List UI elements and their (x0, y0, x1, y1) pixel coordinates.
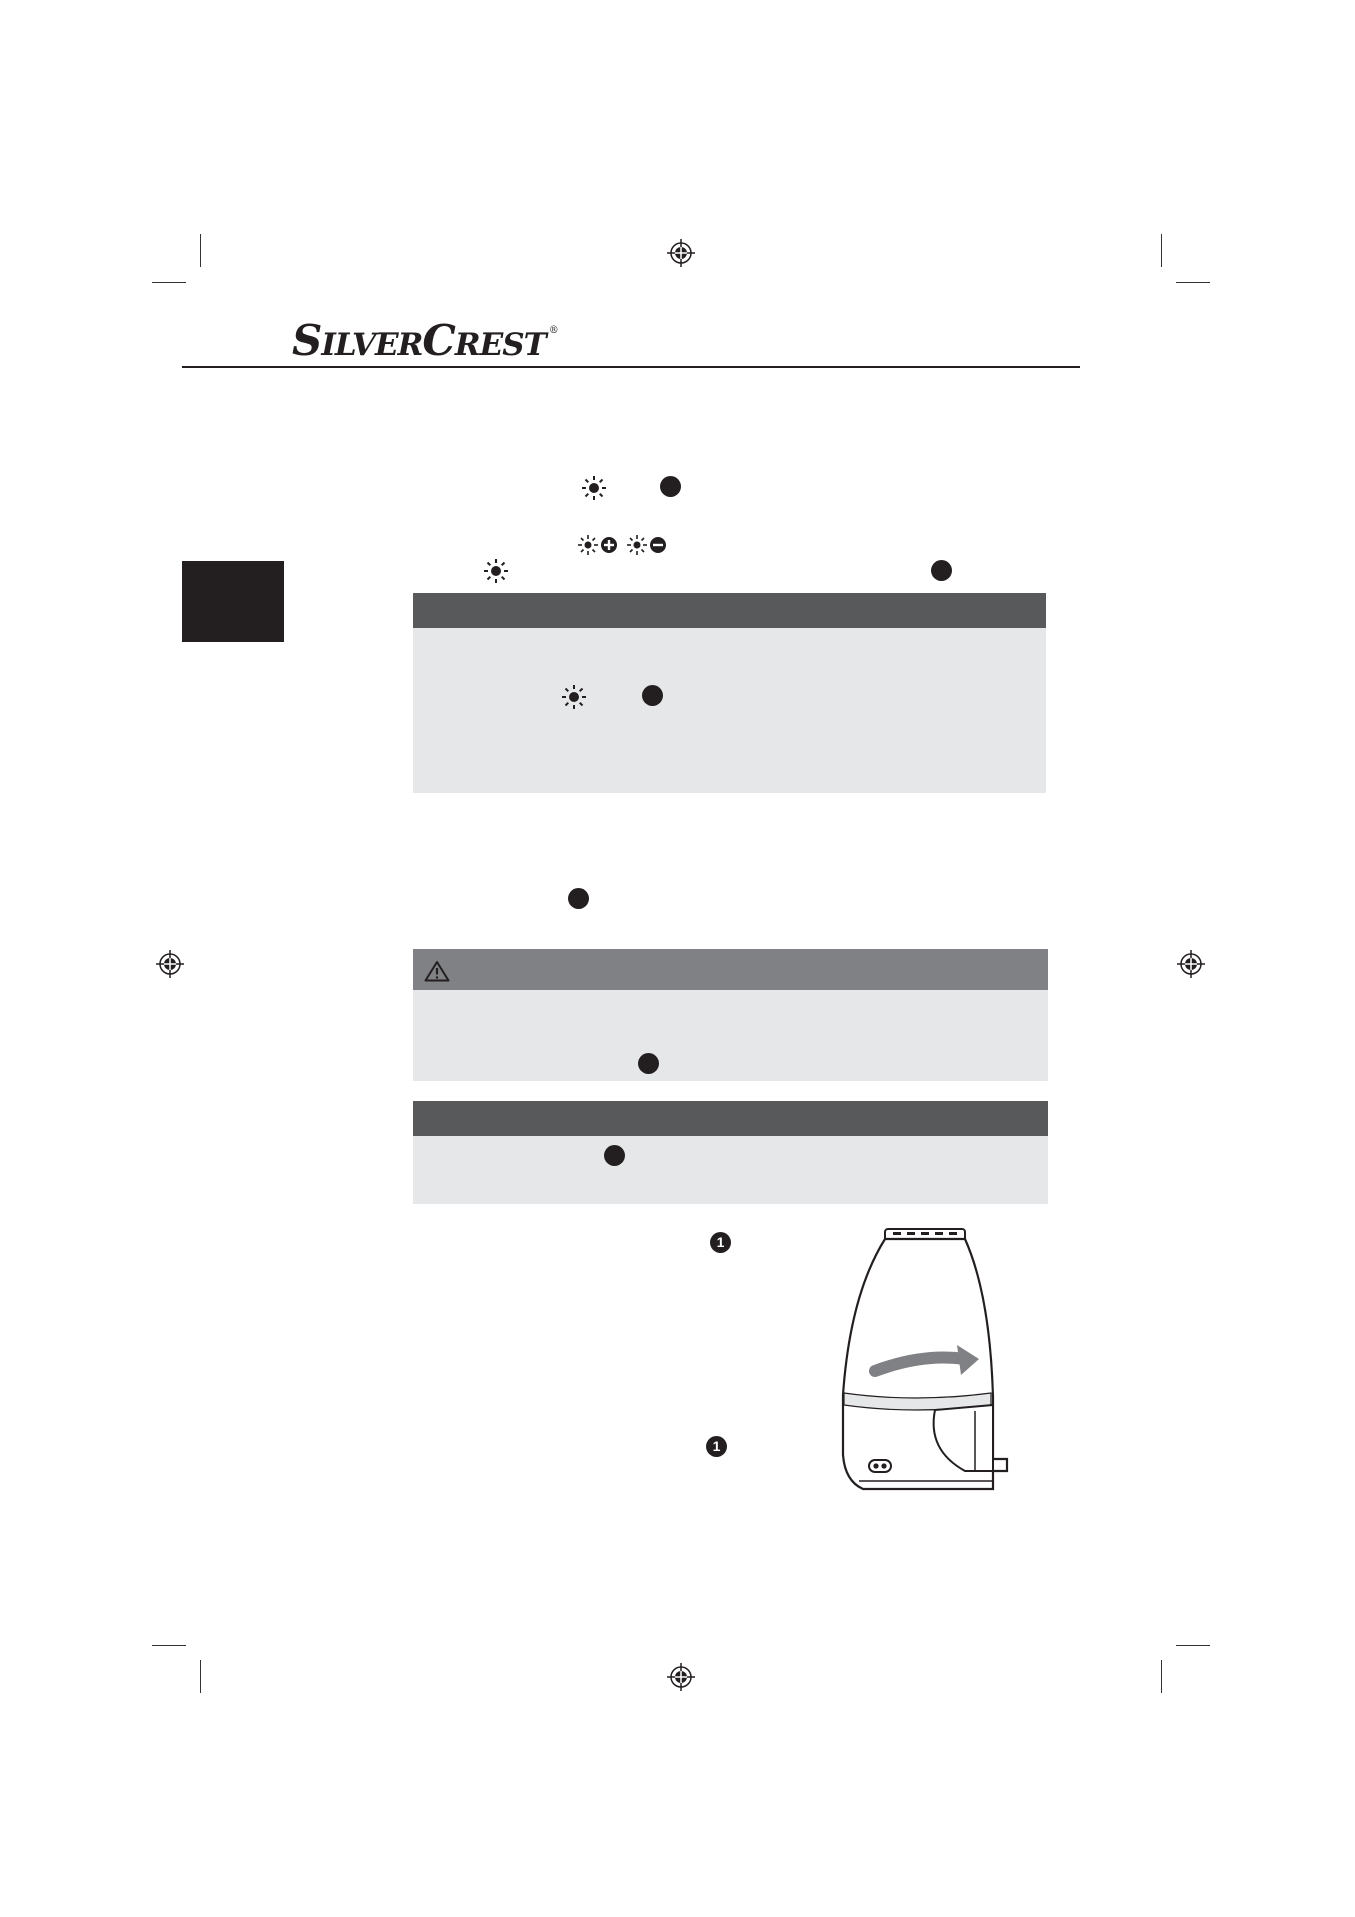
crop-mark-bottom-right-vertical (1161, 1660, 1162, 1693)
registration-target-icon (666, 238, 696, 268)
crop-mark-top-left-vertical (200, 234, 201, 267)
humidifier-illustration (835, 1225, 1015, 1495)
language-tab (182, 561, 284, 642)
crop-mark-top-right-horizontal (1176, 282, 1210, 283)
crop-mark-top-right-vertical (1161, 234, 1162, 267)
crop-mark-bottom-left-vertical (200, 1660, 201, 1693)
crop-mark-bottom-right-horizontal (1176, 1645, 1210, 1646)
warning-box-header (413, 949, 1048, 990)
crop-mark-top-left-horizontal (152, 282, 186, 283)
logo-letters-rest: REST (454, 327, 546, 363)
filled-circle-icon (638, 1053, 659, 1074)
filled-circle-icon (660, 476, 681, 497)
sun-icon (581, 475, 607, 501)
callout-number-1: 1 (706, 1436, 727, 1457)
crop-mark-bottom-left-horizontal (152, 1645, 186, 1646)
warning-triangle-icon (424, 960, 450, 982)
sun-plus-icon (578, 534, 620, 556)
callout-number-1: 1 (710, 1232, 731, 1253)
note-box-body (413, 1136, 1048, 1204)
note-box-body (413, 628, 1046, 793)
registration-target-icon (666, 1662, 696, 1692)
header-rule (182, 366, 1080, 368)
warning-box-body (413, 990, 1048, 1081)
sun-icon (483, 558, 509, 584)
logo-letters-ilver: ILVER (321, 327, 423, 363)
filled-circle-icon (931, 560, 952, 581)
note-box-header (413, 593, 1046, 628)
filled-circle-icon (642, 685, 663, 706)
note-box-header (413, 1101, 1048, 1136)
brand-logo (292, 316, 558, 365)
registered-mark: ® (548, 325, 558, 336)
filled-circle-icon (604, 1145, 625, 1166)
logo-letter-s: S (292, 316, 322, 365)
registration-target-icon (155, 949, 185, 979)
sun-minus-icon (627, 534, 669, 556)
logo-letter-c: C (422, 316, 455, 365)
sun-icon (561, 684, 587, 710)
filled-circle-icon (568, 888, 589, 909)
registration-target-icon (1176, 949, 1206, 979)
